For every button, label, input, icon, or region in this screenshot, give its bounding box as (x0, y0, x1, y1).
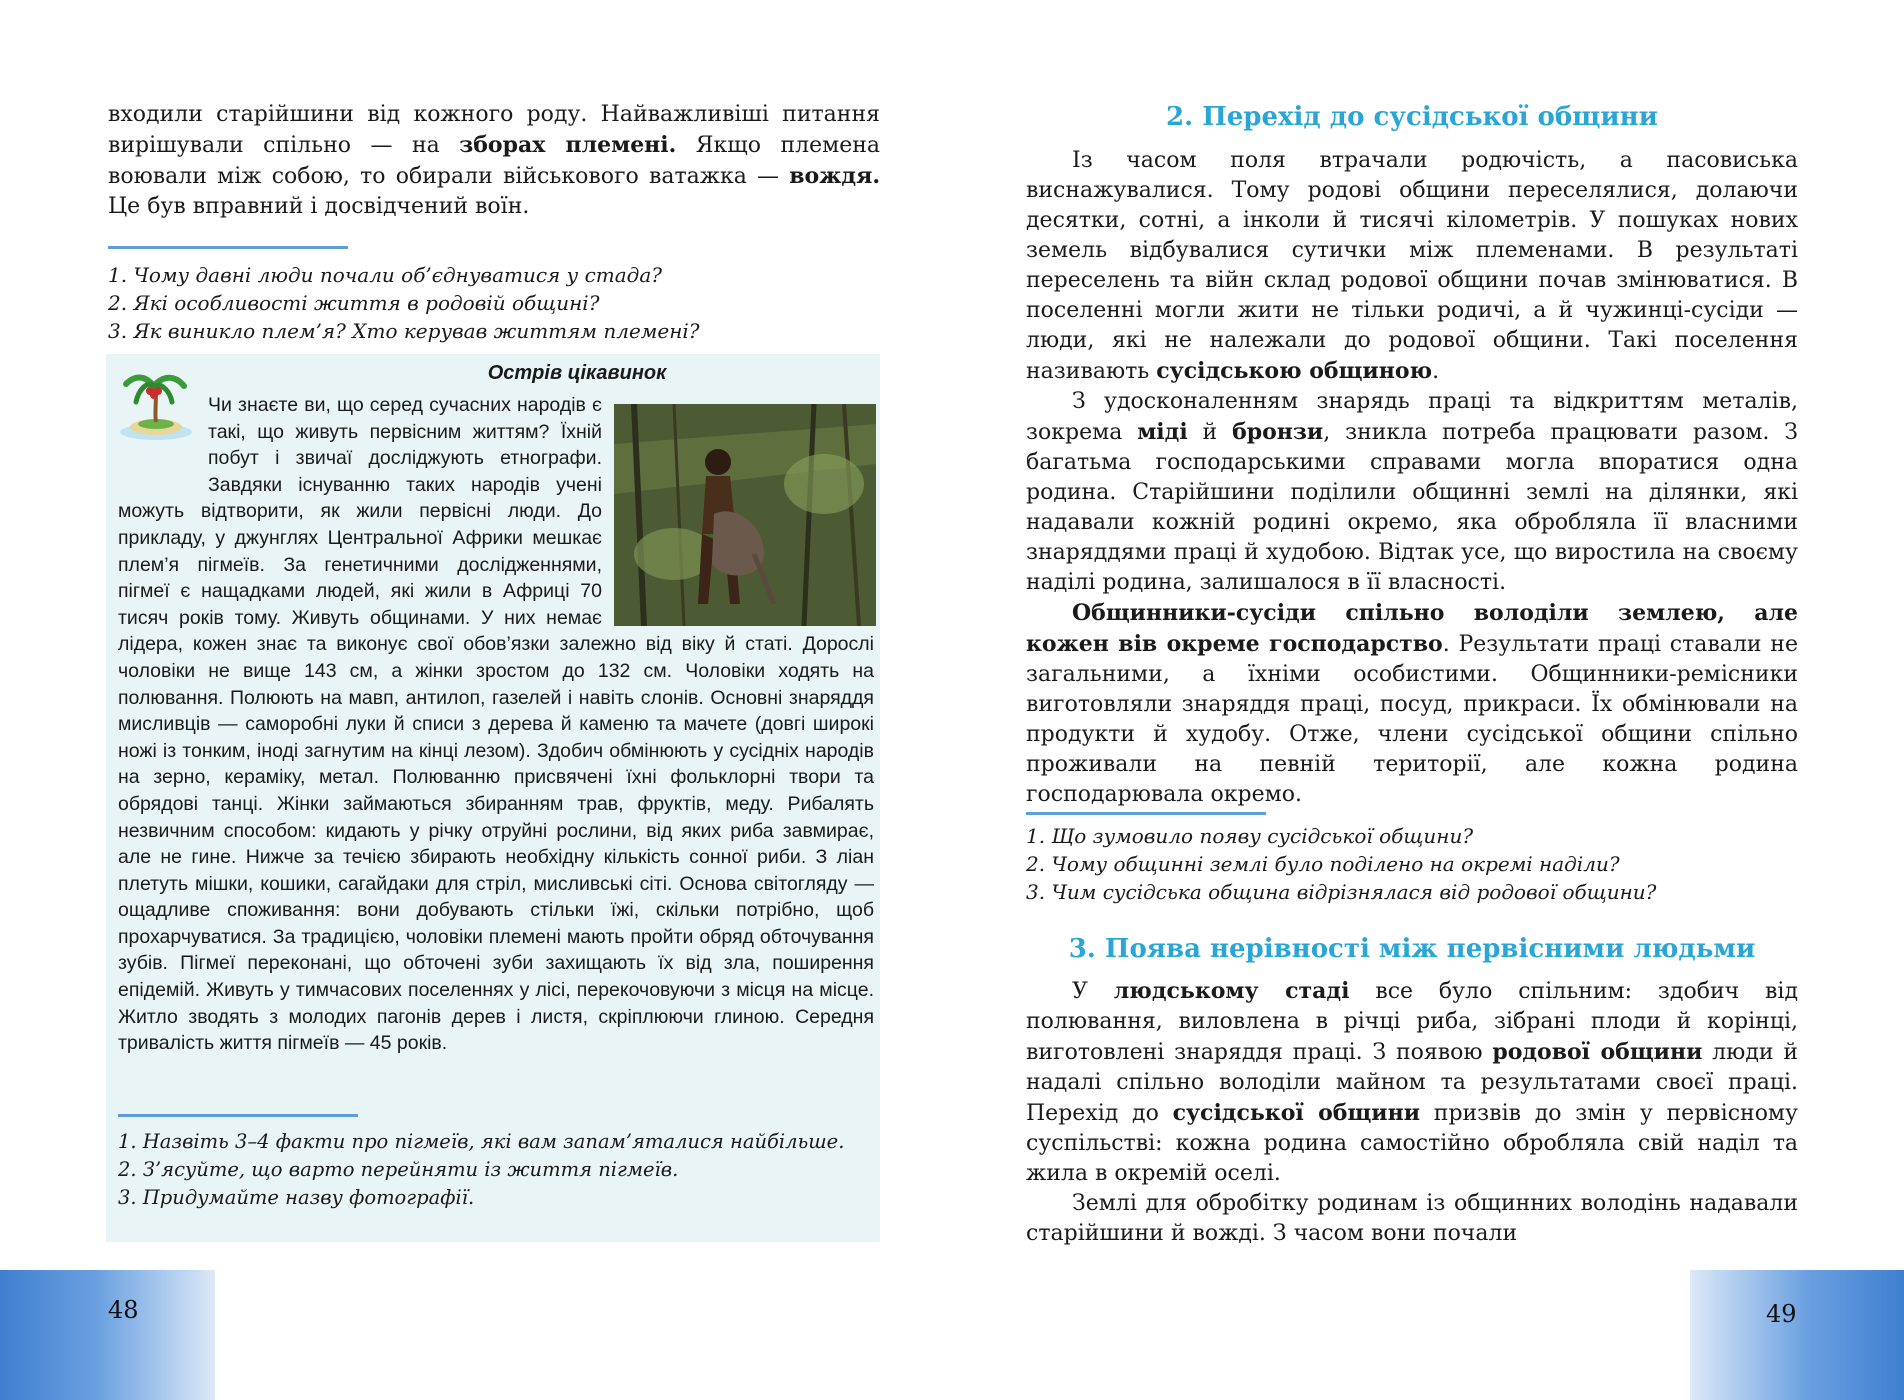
text-run: . (1432, 359, 1440, 384)
bold-term: людському стаді (1113, 978, 1350, 1004)
text-run: Землі для обробітку родинам із общинних володінь надавали старійшини й вожді. З часом вони почали (1026, 1191, 1798, 1246)
text-run: все було спільним: здобич від полювання, виловлена в річці риба, зібрані плоди й корінці, виготовлені знаряддя праці. З появою (1026, 979, 1798, 1065)
question-item: 2. З’ясуйте, що варто перейняти із життя пігмеїв. (118, 1158, 679, 1181)
text-run: призвів до змін у первісному суспільстві: кожна родина самостійно обробляла свій наділ та жила в окремій оселі. (1026, 1101, 1798, 1186)
text-run: Це був вправний і досвідчений воїн. (108, 194, 530, 219)
intro-paragraph (108, 100, 880, 222)
paragraph (1026, 976, 1798, 1189)
question-item: 2. Які особливості життя в родовій общині? (108, 291, 600, 315)
question-item: 2. Чому общинні землі було поділено на окремі наділи? (1026, 852, 1620, 876)
bold-term: сусідської общини (1172, 1100, 1421, 1126)
paragraph (1026, 1189, 1798, 1249)
paragraph (1026, 146, 1798, 387)
text-run: . Результати праці ставали не загальними, а їхніми особистими. Общинники-ремісники виготовляли знаряддя праці, посуд, прикраси. Їх обмінювали на продукти й худобу. Отже, члени сусідської общини спільно проживали на певній території, але кожна родина господарювала окремо. (1026, 632, 1798, 807)
page-footer-band (1690, 1270, 1904, 1400)
question-item: 3. Як виникло плем’я? Хто керував життям племені? (108, 319, 700, 343)
bold-term: родової общини (1492, 1039, 1703, 1065)
bold-term: Общинники-сусіди спільно володіли землею, але кожен вів окреме господарство (1026, 600, 1798, 657)
text-run: й (1187, 420, 1233, 445)
right-questions (1026, 822, 1806, 906)
divider-rule (118, 1114, 358, 1117)
section-heading: 3. Поява нерівності між первісними людьми (1068, 934, 1756, 964)
page-number: 48 (108, 1296, 139, 1324)
text-run: Із часом поля втрачали родючість, а пасовиська виснажувалися. Тому родові общини переселялися, долаючи десятки, сотні, а інколи й тисячі кілометрів. У пошуках нових земель відбувалися сутички між племенами. В результаті переселень та війн склад родової общини почав змінюватися. В поселенні могли жити не тільки родичі, а й чужинці-сусіди — люди, які не належали до родової общини. Такі поселення називають (1026, 148, 1798, 384)
question-item: 3. Придумайте назву фотографії. (118, 1186, 475, 1209)
text-run: входили старійшини від кожного роду. Найважливіші питання вирішували спільно — на (108, 102, 880, 158)
question-item: 1. Чому давні люди почали об’єднуватися у стада? (108, 263, 663, 287)
question-item: 1. Назвіть 3–4 факти про пігмеїв, які вам запам’яталися найбільше. (118, 1130, 845, 1153)
page-footer-band (0, 1270, 215, 1400)
divider-rule (108, 246, 348, 249)
section2-body (1026, 146, 1798, 810)
section3-body (1026, 976, 1798, 1249)
bold-term: бронзи (1232, 419, 1324, 445)
left-questions (108, 240, 888, 345)
box-body-text: Чи знаєте ви, що серед сучасних народів є такі, що живуть первісним життям? Їхній побут і звичаї досліджують етнографи. Завдяки існуванню таких народів учені можуть відтворити, як жили первісні люди. До прикладу, у джунглях Центральної Африки мешкає плем’я пігмеїв. За генетичними дослідженнями, пігмеї є нащадками людей, які жили в Африці 70 тисяч років тому. Живуть общинами. У них немає лідера, кожен знає та виконує свої обов’язки залежно від віку й статі. Дорослі чоловіки не вище 143 см, а жінки зростом до 132 см. Чоловіки ходять на полювання. Полюють на мавп, антилоп, газелей і навіть слонів. Основні знаряддя мисливців — саморобні луки й списи з дерева й каменю та мачете (довгі широкі ножі із тонким, іноді загнутим на кінці лезом). Здобич обмінюють у сусідніх народів на зерно, кераміку, метал. Полюванню присвячені їхні фольклорні твори та обрядові танці. Жінки займаються збиранням трав, фруктів, меду. Рибалять незвичним способом: кидають у річку отруйні рослини, від яких риба завмирає, але не гине. Нижче за течією збирають необхідну кількість сонної риби. З ліан плетуть мішки, кошики, сагайдаки для стріл, мисливські сіті. Основа світогляду — ощадливе споживання: вони добувають стільки їжі, скільки потрібно, щоб прохарчуватися. За традицією, чоловіки племені мають пройти обряд обточування зубів. Пігмеї переконані, що обточені зуби захищають їх від зла, поширення епідемій. Живуть у тимчасових поселеннях у лісі, перекочовуючи з місця на місце. Житло зводять з молодих пагонів дерев і листя, скріплюючи глиною. Середня тривалість життя пігмеїв — 45 років. (118, 394, 874, 1055)
paragraph (1026, 387, 1798, 598)
section-heading: 2. Перехід до сусідської общини (1166, 102, 1658, 132)
bold-term: міді (1137, 419, 1188, 445)
divider-rule (1026, 812, 1266, 815)
box-questions (118, 1128, 874, 1212)
text-run: , зникла потреба працювати разом. З багатьма господарськими справами могла впоратися одна родина. Старійшини поділили общинні землі на ділянки, які надавали кожній родині окремо, яка обробляла її власними знаряддями праці й худобою. Відтак усе, що виростила на своєму наділі родина, залишалося в її власності. (1026, 420, 1798, 595)
bold-term: зборах племені. (459, 132, 677, 158)
bold-term: сусідською общиною (1156, 358, 1433, 384)
paragraph (1026, 598, 1798, 810)
text-run: Якщо племена воювали між собою, то обирали військового ватажка — (108, 133, 881, 189)
text-run: У (1072, 979, 1114, 1004)
text-run: люди й надалі спільно володіли майном та результатами своєї праці. Перехід до (1026, 1040, 1798, 1126)
text-run: З удосконаленням знарядь праці та відкриттям металів, зокрема (1026, 389, 1798, 445)
fun-facts-box (106, 354, 880, 1242)
box-title: Острів цікавинок (487, 362, 667, 384)
bold-term: вождя. (789, 163, 880, 189)
question-item: 1. Що зумовило появу сусідської общини? (1026, 824, 1474, 848)
question-list (108, 261, 888, 345)
page-number: 49 (1766, 1300, 1797, 1328)
question-item: 3. Чим сусідська община відрізнялася від родової общини? (1026, 880, 1657, 904)
